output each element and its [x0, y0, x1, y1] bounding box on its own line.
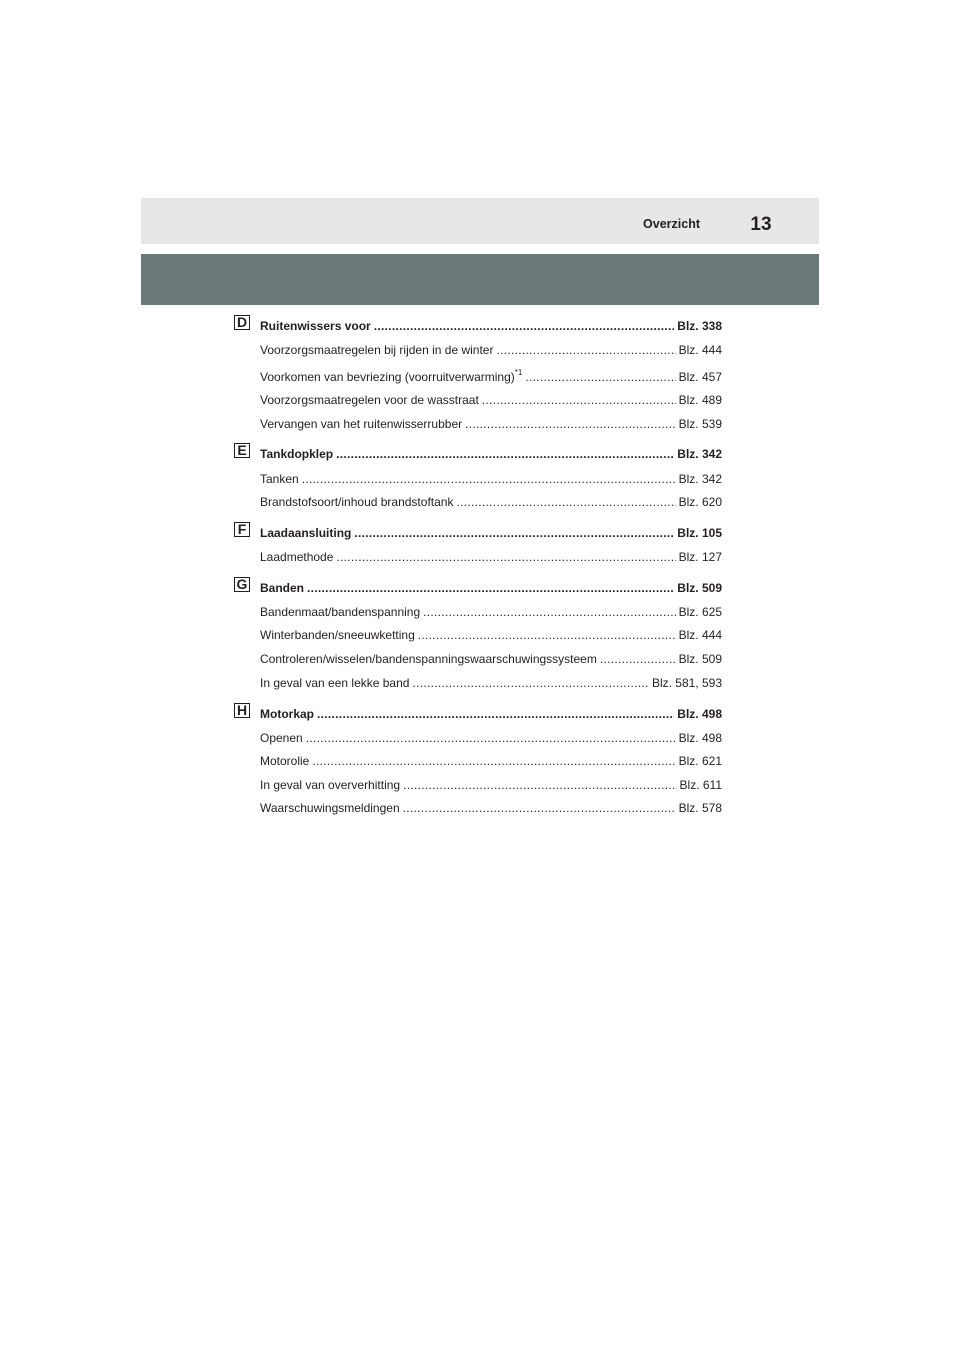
index-entry[interactable]: Voorzorgsmaatregelen bij rijden in de winter ..... Blz. 444: [260, 342, 722, 358]
page-ref: Blz. 457: [678, 370, 722, 384]
page-ref: Blz. 498: [677, 707, 722, 721]
page-ref: Blz. 539: [678, 417, 722, 431]
page-ref: Blz. 581, 593: [651, 676, 722, 690]
index-entry[interactable]: Motorkap ..... Blz. 498: [260, 706, 722, 722]
section-letter-d: D: [234, 315, 250, 330]
index-entry[interactable]: Tankdopklep ..... Blz. 342: [260, 446, 722, 462]
index-entry[interactable]: In geval van een lekke band ..... Blz. 581, 593: [260, 675, 722, 691]
section-letter-g: G: [234, 577, 250, 592]
page-ref: Blz. 444: [678, 628, 722, 642]
section-letter-f: F: [234, 522, 250, 537]
page-ref: Blz. 498: [678, 731, 722, 745]
page-ref: Blz. 509: [678, 652, 722, 666]
index-entry[interactable]: Ruitenwissers voor ..... Blz. 338: [260, 318, 722, 334]
index-entry[interactable]: Banden ..... Blz. 509: [260, 580, 722, 596]
page-ref: Blz. 444: [678, 343, 722, 357]
page-ref: Blz. 578: [678, 801, 722, 815]
page-ref: Blz. 127: [678, 550, 722, 564]
page-ref: Blz. 342: [677, 447, 722, 461]
index-entry[interactable]: Bandenmaat/bandenspanning ..... Blz. 625: [260, 604, 722, 620]
footnote-marker: *1: [514, 369, 523, 377]
index-entry[interactable]: In geval van oververhitting ..... Blz. 611: [260, 777, 722, 793]
index-entry[interactable]: Waarschuwingsmeldingen ..... Blz. 578: [260, 800, 722, 816]
index-entry[interactable]: Laadaansluiting ..... Blz. 105: [260, 525, 722, 541]
page-number: 13: [750, 214, 772, 235]
section-letter-h: H: [234, 703, 250, 718]
page-ref: Blz. 509: [677, 581, 722, 595]
header-band: [141, 198, 819, 244]
page-ref: Blz. 338: [677, 319, 722, 333]
index-entry[interactable]: Vervangen van het ruitenwisserrubber ..... Blz. 539: [260, 416, 722, 432]
index-entry[interactable]: Controleren/wisselen/bandenspanningswaarschuwingssysteem ..... Blz. 509: [260, 651, 722, 667]
page-ref: Blz. 489: [678, 393, 722, 407]
page-ref: Blz. 105: [677, 526, 722, 540]
page-ref: Blz. 625: [678, 605, 722, 619]
index-entry[interactable]: Brandstofsoort/inhoud brandstoftank ..... Blz. 620: [260, 494, 722, 510]
index-entry[interactable]: Laadmethode ..... Blz. 127: [260, 549, 722, 565]
index-entry[interactable]: Tanken ..... Blz. 342: [260, 471, 722, 487]
index-entry[interactable]: Voorzorgsmaatregelen voor de wasstraat ..... Blz. 489: [260, 392, 722, 408]
section-title: Overzicht: [643, 217, 700, 231]
section-letter-e: E: [234, 443, 250, 458]
page-ref: Blz. 621: [678, 754, 722, 768]
header-bar: [141, 254, 819, 305]
index-entry[interactable]: Motorolie ..... Blz. 621: [260, 753, 722, 769]
page-ref: Blz. 611: [679, 778, 722, 792]
index-entry[interactable]: Openen ..... Blz. 498: [260, 730, 722, 746]
index-entry[interactable]: Winterbanden/sneeuwketting ..... Blz. 444: [260, 627, 722, 643]
page-ref: Blz. 342: [678, 472, 722, 486]
page-ref: Blz. 620: [678, 495, 722, 509]
index-entry[interactable]: Voorkomen van bevriezing (voorruitverwarming)$^{*1}$ ..... Blz. 457: [260, 369, 722, 385]
